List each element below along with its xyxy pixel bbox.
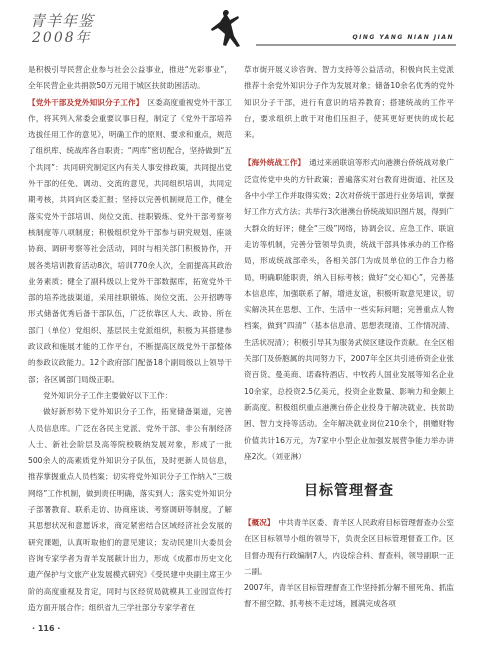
right-section-overseas-united-front	[244, 155, 454, 465]
section-tag: 【党外干部及党外知识分子工作】	[28, 97, 144, 107]
logo-title: 青羊年鉴	[30, 12, 95, 30]
right-paragraph-1: 草市街开展义诊咨询、智力支持等公益活动，积极向民主党派推荐十余党外知识分子作为发展对象；储备10余名优秀的党外知识分子干部，进行有意识的培养教育；搭建统战的工作平台，要求组织上敢于对他们压担子，使其更好更快的成长起来。	[244, 65, 454, 140]
left-column	[28, 62, 232, 616]
section-overview	[244, 515, 454, 580]
section-body: 区委高度重视党外干部工作，将其列入常委会重要议事日程，制定了《党外干部培养选拔任用工作的意见》，明确工作的原则、要求和重点，规范了组织库、统战库各自职责；“两库”密切配合，坚持做到“五个共同”：共同研究制定区内有关人事安排政策，共同提出党外干部的任免、调动、交流的意见，共同组织培训，共同定期考核，共同向区委汇报；坚持以完善机制规范工作，健全落实党外干部培训、岗位交流、挂职锻炼、党外干部考察考核制度等八项制度；积极组织党外干部参与研究规划、座谈协商、调研考察等社会活动，同时与相关部门积极协作，开展各类培训教育活动8次，培训770余人次，全面提高其政治业务素质；健全了副科级以上党外干部数据库，拓宽党外干部的培养选拔渠道，采用挂职锻炼、岗位交流、公开招聘等形式储备优秀后备干部队伍，广泛依靠区人大、政协、所在部门（单位）党组织、基层民主党派组织，积极为其搭建参政议政和施展才能的工作平台，不断提高区级党外干部整体的参政议政能力。12个政府部门配备18个副局级以上领导干部；各区属部门局级正职。	[28, 97, 233, 384]
yearbook-logo	[30, 10, 140, 46]
running-title: QING YANG NIAN JIAN	[352, 34, 454, 41]
section-tag: 【概况】	[244, 518, 275, 527]
left-paragraph-4: 做好新形势下党外知识分子工作，拓宽储备渠道，完善人员信息库。广泛在各民主党派、党外干部、非公有制经济人士、新社会阶层及高等院校吸纳发展对象，形成了一批500余人的高素质党外知识分子队伍，及时更新人员信息，推荐掌握重点人员档案；切实将党外知识分子工作纳入“三级网络”工作机制，做到责任明确，落实到人；落实党外知识分子部署教育、联系走访、协商座谈、考察调研等制度，了解其思想状况和意愿诉求，商定紧密结合区域经济社会发展的研究课题，认真听取他们的意见建议；发动民建川大委员会咨询专家学者为青羊发展献计出力，形成《成都市历史文化遗产保护与文旅产业发展模式研究》《受民建中央副主席王少阶的高度重视及肯定，同时与区经贸局就模具工业园宣传打造方面开展合作；组织省九三学社部分专家学者在	[28, 407, 232, 612]
section-paragraph-2: 2007年，青羊区目标管理督查工作坚持抓分解不留死角、抓监督不留空隙、抓考核不走过场，圆满完成各项	[244, 583, 454, 609]
page-header	[0, 0, 480, 52]
section-body: 中共青羊区委、青羊区人民政府目标管理督查办公室在区目标领导小组的领导下，负责全区目标管理督查工作。区目督办现有行政编制7人，内设综合科、督查科，领导副职一正二副。	[244, 518, 455, 576]
dancer-silhouette-icon	[206, 6, 246, 48]
section-title: 目标管理督查	[304, 483, 394, 499]
logo-year: 2008年	[32, 30, 92, 46]
left-paragraph-1: 是积极引导民营企业参与社会公益事业，推进“光彩事业”，全年民营企业共捐款50万元用于城区扶贫助困活动。	[28, 65, 232, 91]
header-rule	[256, 44, 456, 46]
left-section-overseas-cadres	[28, 95, 232, 388]
left-paragraph-3: 党外知识分子工作主要做好以下工作：	[43, 390, 173, 400]
section-tag: 【海外统战工作】	[244, 158, 306, 168]
right-column	[244, 62, 454, 465]
section-body: 通过来函联谊等形式向港澳台侨统战对象广泛宣传党中央的方针政策；普遍落实对台教育进街道、社区及各中小学工作并取得实效；2次对侨统干部进行业务培训，掌握好工作方式方法；共举行3次港澳台侨统战知识图片展，得到广大群众的好评；健全“三级”网络，协调会议、应急工作、联谊走访等机制，完善分管领导负责，统战干部具体承办的工作格局，形成统战部牵头，各相关部门为成员单位的工作合力格局，明确职能职责，纳入目标考核；做好“交心知心”，完善基本信息库，加强联系了解，增进友谊，积极听取意见建议，切实解决其在思想、工作、生活中一些实际问题；完善重点人物档案，做到“四清”（基本信息清、思想表现清、工作情况清、生活状况清）；积极引导其为服务武侯区建设作贡献。在全区相关部门及侨胞属的共同努力下，2007年全区共引进侨资企业张资百货、曼美商、诺森特酒店、中牧药人国业发展等知名企业10余家，总投资2.5亿美元，投资企业数量、影响力和金额上新高度。积极组织重点港澳台侨企业投身于解决就业、扶贫助困、智力支持等活动。全年解决就业岗位210余个，捐赠财物价值共计16万元，为7家中小型企业加强发展营争能力举办讲座2次。（刘亚淋）	[244, 158, 455, 461]
right-bottom-column	[244, 515, 454, 613]
page-number: · 116 ·	[32, 624, 61, 633]
